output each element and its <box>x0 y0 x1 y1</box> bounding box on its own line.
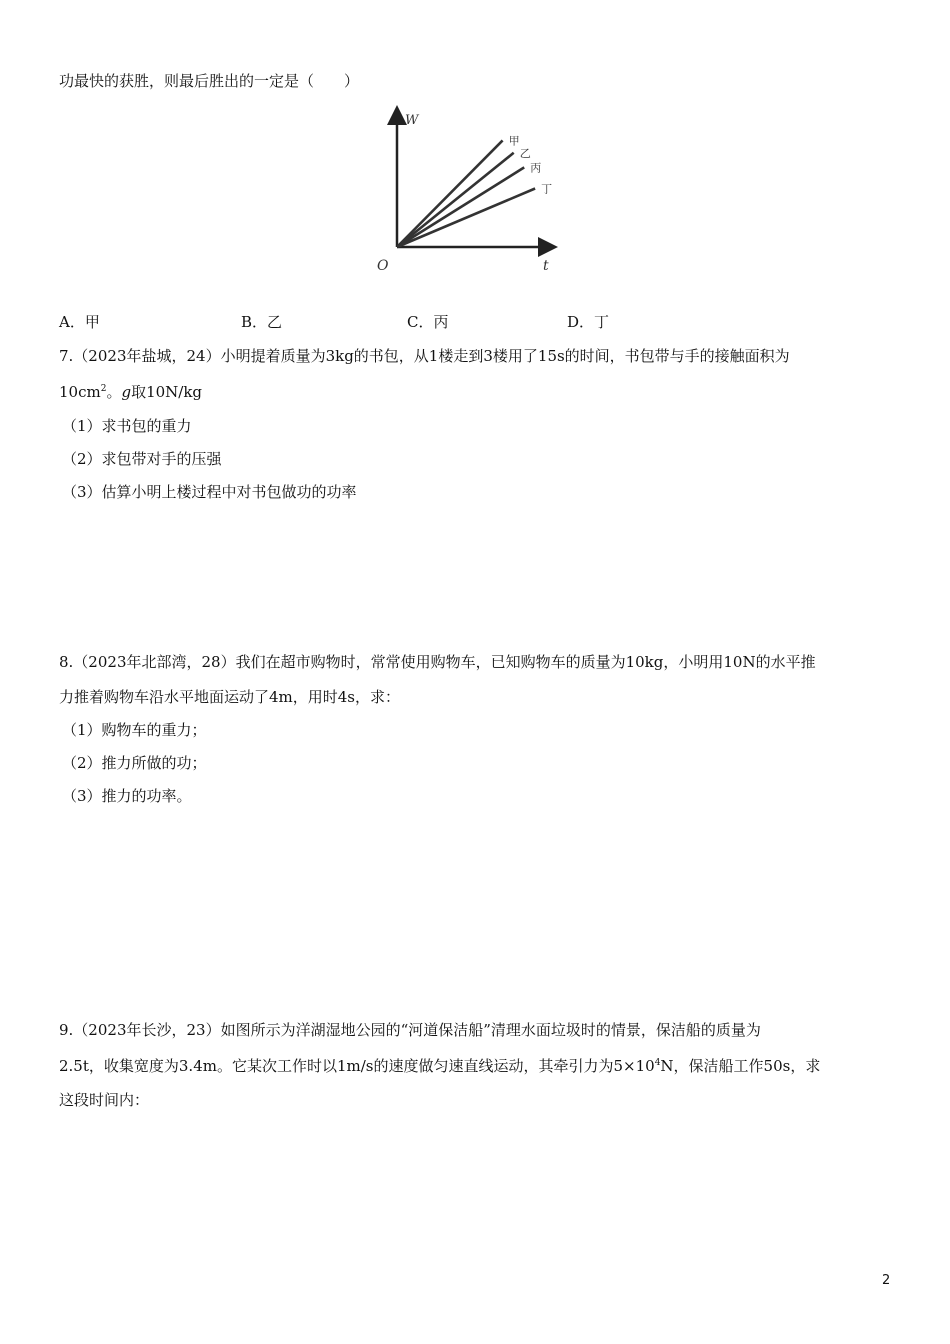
graph-line-2 <box>397 153 514 247</box>
option-a: A．甲 <box>59 313 100 331</box>
origin-label: O <box>377 258 389 274</box>
q7-sub-2: （2）求包带对手的压强 <box>62 450 222 468</box>
option-d: D．丁 <box>567 313 610 331</box>
q7-line2-a: 10cm <box>59 383 101 401</box>
x-axis-label: t <box>543 258 549 274</box>
option-c: C．丙 <box>407 313 449 331</box>
q7-sub-1: （1）求书包的重力 <box>62 417 192 435</box>
q8-line1: 8.（2023年北部湾，28）我们在超市购物时，常常使用购物车，已知购物车的质量为10kg，小明用10N的水平推 <box>59 653 816 671</box>
q6-stem-tail: 功最快的获胜，则最后胜出的一定是（ ） <box>59 72 360 90</box>
q9-line1: 9.（2023年长沙，23）如图所示为洋湖湿地公园的“河道保洁船”清理水面垃圾时的情景，保洁船的质量为 <box>59 1021 761 1039</box>
q7-line2-b: 。 <box>106 383 122 401</box>
graph-line-label-1: 甲 <box>508 134 520 148</box>
q9-line2-a: 2.5t，收集宽度为3.4m。它某次工作时以1m/s的速度做匀速直线运动，其牵引力为5×10 <box>59 1057 655 1075</box>
q8-sub-1: （1）购物车的重力； <box>62 721 207 739</box>
y-axis-label: W <box>405 113 419 128</box>
page-number: 2 <box>882 1273 891 1288</box>
graph-line-4 <box>397 189 535 248</box>
q7-line2 <box>59 381 202 403</box>
q7-g: g <box>121 383 132 401</box>
q9-line2-b: N，保洁船工作50s，求 <box>660 1057 821 1075</box>
graph-line-label-4: 丁 <box>541 182 553 196</box>
graph-line-label-2: 乙 <box>519 146 531 160</box>
q8-sub-3: （3）推力的功率。 <box>62 787 192 805</box>
graph-line-3 <box>397 167 524 247</box>
q9-line3: 这段时间内： <box>59 1091 150 1109</box>
q9-line2 <box>59 1055 820 1077</box>
q8-line2: 力推着购物车沿水平地面运动了4m，用时4s，求： <box>59 688 401 706</box>
work-time-graph <box>365 100 565 280</box>
q7-line1: 7.（2023年盐城，24）小明提着质量为3kg的书包，从1楼走到3楼用了15s的时间，书包带与手的接触面积为 <box>59 347 790 365</box>
option-b: B．乙 <box>241 313 283 331</box>
q7-sub-3: （3）估算小明上楼过程中对书包做功的功率 <box>62 483 357 501</box>
graph-line-label-3: 丙 <box>530 161 542 175</box>
q8-sub-2: （2）推力所做的功； <box>62 754 207 772</box>
q9-sup: 4 <box>654 1058 661 1068</box>
q7-sup: 2 <box>100 384 107 394</box>
q7-line2-c: 取10N/kg <box>131 383 203 401</box>
graph-line-1 <box>397 140 503 247</box>
